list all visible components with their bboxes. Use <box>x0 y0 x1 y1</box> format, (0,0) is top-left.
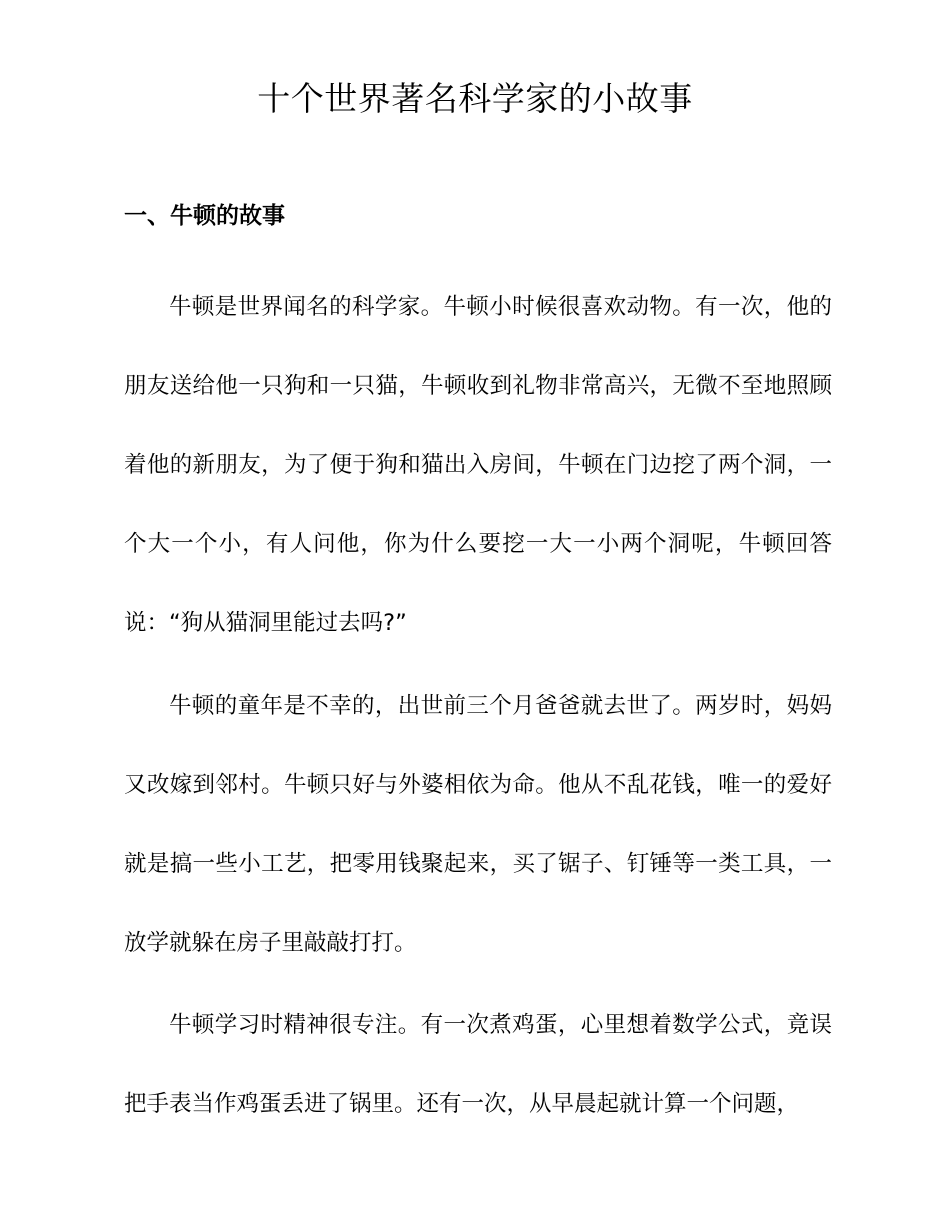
document-title: 十个世界著名科学家的小故事 <box>257 79 693 118</box>
paragraph: 牛顿学习时精神很专注。有一次煮鸡蛋，心里想着数学公式，竟误把手表当作鸡蛋丢进了锅里。还有一次，从早晨起就计算一个问题， <box>124 1012 832 1117</box>
paragraph: 牛顿是世界闻名的科学家。牛顿小时候很喜欢动物。有一次，他的朋友送给他一只狗和一只猫，牛顿收到礼物非常高兴，无微不至地照顾着他的新朋友，为了便于狗和猫出入房间，牛顿在门边挖了两个洞，一个大一个小，有人问他，你为什么要挖一大一小两个洞呢，牛顿回答说：“狗从猫洞里能过去吗?” <box>124 294 832 636</box>
section-heading: 一、牛顿的故事 <box>124 203 285 229</box>
paragraph: 牛顿的童年是不幸的，出世前三个月爸爸就去世了。两岁时，妈妈又改嫁到邻村。牛顿只好与外婆相依为命。他从不乱花钱，唯一的爱好就是搞一些小工艺，把零用钱聚起来，买了锯子、钉锤等一类工具，一放学就躲在房子里敲敲打打。 <box>124 693 832 956</box>
